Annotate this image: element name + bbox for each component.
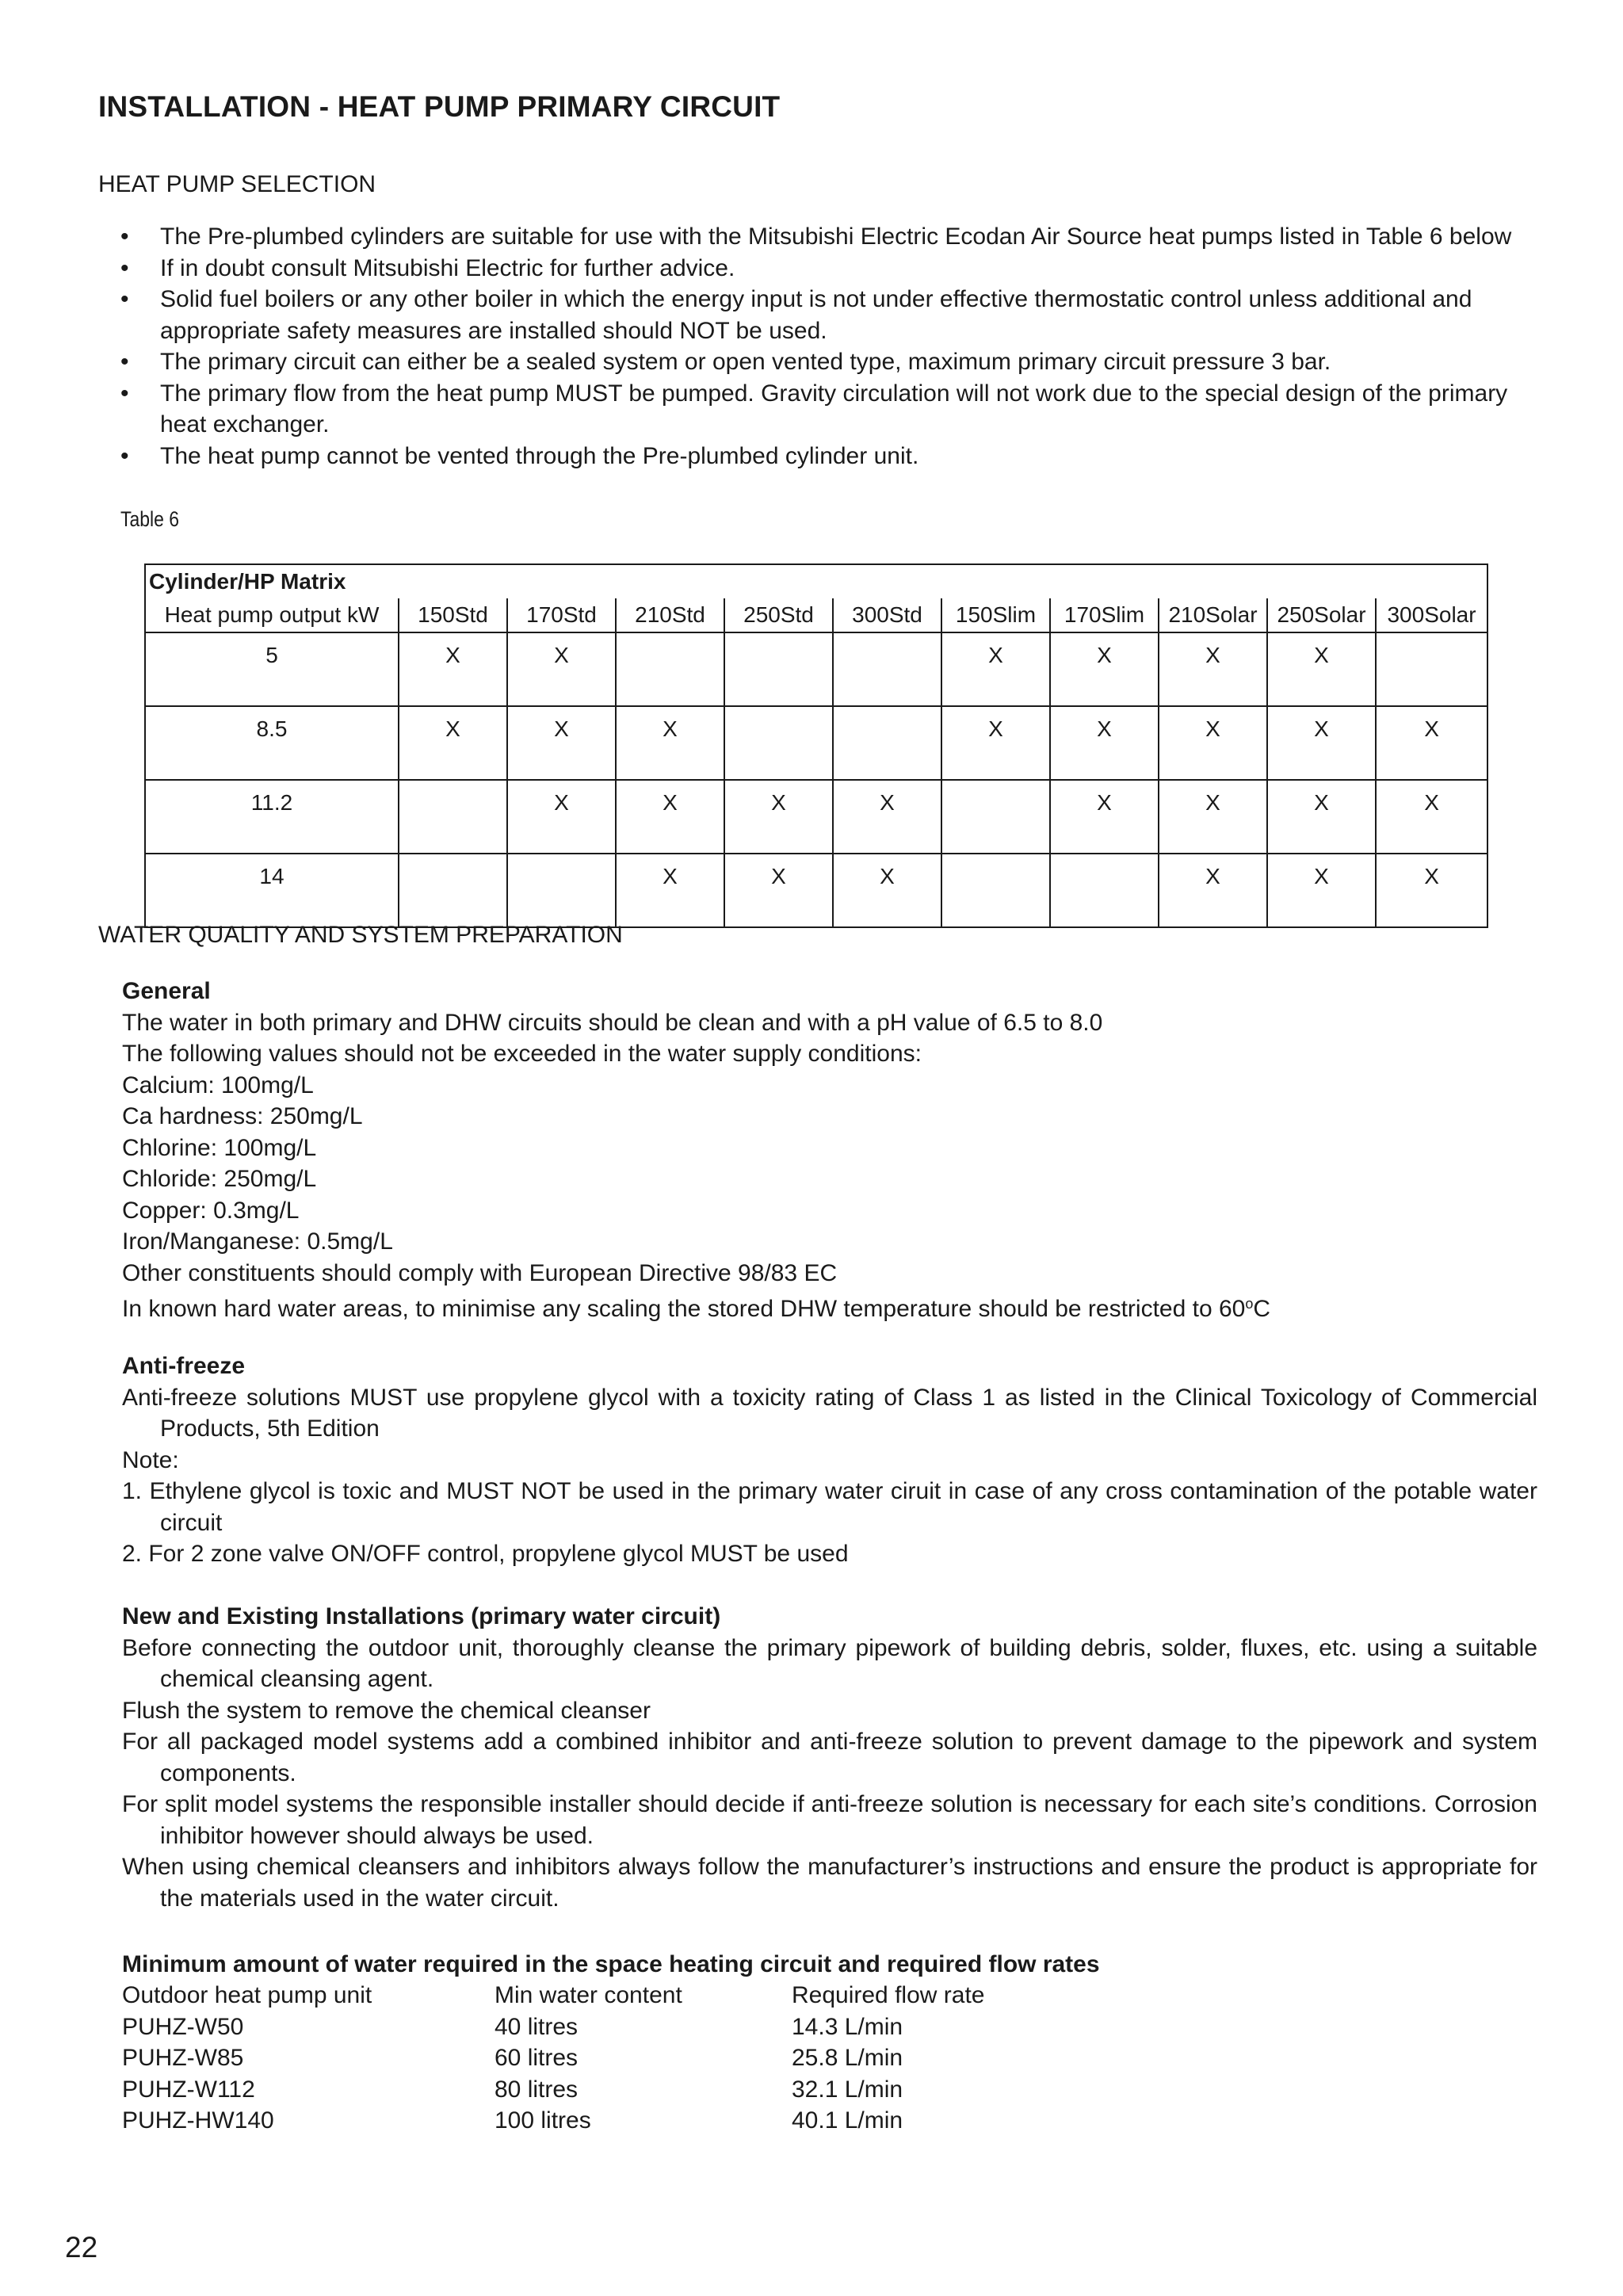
matrix-cell: X (616, 780, 724, 854)
flow-table-row (122, 2042, 984, 2074)
matrix-cell (399, 854, 507, 927)
matrix-cell: X (1267, 632, 1376, 706)
matrix-cell (616, 632, 724, 706)
matrix-cell: X (399, 632, 507, 706)
flow-cell: PUHZ-W50 (122, 2013, 244, 2040)
matrix-row (145, 854, 1487, 927)
installations-paragraph: For split model systems the responsible installer should decide if anti-freeze solution is necessary for each site’s conditions. Corrosion inhibitor however should always be used. (122, 1791, 1537, 1849)
matrix-cell: X (1267, 706, 1376, 780)
selection-bullet-list (120, 221, 1539, 472)
matrix-cell: X (833, 780, 941, 854)
flow-cell: PUHZ-HW140 (122, 2107, 274, 2134)
matrix-cell: X (941, 632, 1050, 706)
antifreeze-paragraph: Anti-freeze solutions MUST use propylene glycol with a toxicity rating of Class 1 as listed in the Clinical Toxicology of Commercial Products, 5th Edition (122, 1384, 1537, 1442)
matrix-title: Cylinder/HP Matrix (145, 564, 1487, 598)
matrix-header-cylinder: 170Slim (1050, 598, 1159, 632)
matrix-header-output: Heat pump output kW (145, 598, 399, 632)
cylinder-hp-matrix-table (144, 563, 1488, 928)
matrix-header-cylinder: 170Std (507, 598, 616, 632)
flow-cell: 100 litres (495, 2107, 591, 2134)
matrix-cell (941, 780, 1050, 854)
matrix-output-kw: 5 (145, 632, 399, 706)
matrix-cell: X (507, 780, 616, 854)
matrix-cell: X (833, 854, 941, 927)
matrix-cell: X (1050, 632, 1159, 706)
matrix-row (145, 706, 1487, 780)
matrix-cell: X (1159, 706, 1267, 780)
matrix-header-cylinder: 210Std (616, 598, 724, 632)
general-line: Calcium: 100mg/L (122, 1072, 314, 1098)
matrix-cell: X (1159, 632, 1267, 706)
matrix-header-cylinder: 300Solar (1376, 598, 1487, 632)
antifreeze-heading: Anti-freeze (122, 1353, 246, 1379)
matrix-header-cylinder: 300Std (833, 598, 941, 632)
flow-table-header (122, 1980, 984, 2011)
matrix-cell: X (1267, 854, 1376, 927)
matrix-row (145, 780, 1487, 854)
general-line: Chloride: 250mg/L (122, 1166, 317, 1192)
general-block (122, 976, 1537, 1325)
matrix-cell: X (399, 706, 507, 780)
matrix-output-kw: 14 (145, 854, 399, 927)
flow-rates-heading: Minimum amount of water required in the space heating circuit and required flow rates (122, 1951, 1100, 1977)
general-heading: General (122, 978, 211, 1004)
installations-paragraph: When using chemical cleansers and inhibitors always follow the manufacturer’s instructions and ensure the product is appropriate for the materials used in the water circuit. (122, 1854, 1537, 1912)
page-number: 22 (65, 2231, 98, 2264)
matrix-header-cylinder: 250Std (724, 598, 833, 632)
bullet-item: • Solid fuel boilers or any other boiler in which the energy input is not under effective thermostatic control unless additional and appropriate safety measures are installed should NOT be used. (120, 284, 1539, 346)
matrix-cell: X (616, 854, 724, 927)
section-heading-heat-pump-selection: HEAT PUMP SELECTION (98, 171, 376, 197)
bullet-item: • The primary circuit can either be a sealed system or open vented type, maximum primary circuit pressure 3 bar. (120, 346, 1539, 378)
flow-col-water: Min water content (495, 1982, 682, 2008)
matrix-cell: X (1050, 706, 1159, 780)
matrix-cell (507, 854, 616, 927)
antifreeze-note-label: Note: (122, 1446, 179, 1473)
general-line-temperature: In known hard water areas, to minimise any scaling the stored DHW temperature should be restricted to 60$^o$C (122, 1296, 1271, 1322)
matrix-header-cylinder: 210Solar (1159, 598, 1267, 632)
flow-col-unit: Outdoor heat pump unit (122, 1982, 372, 2008)
installations-block (122, 1601, 1537, 1914)
matrix-cell (1376, 632, 1487, 706)
installations-heading: New and Existing Installations (primary water circuit) (122, 1603, 721, 1629)
flow-cell: 32.1 L/min (792, 2076, 903, 2103)
matrix-cell: X (724, 780, 833, 854)
matrix-output-kw: 8.5 (145, 706, 399, 780)
bullet-item: • The heat pump cannot be vented through the Pre-plumbed cylinder unit. (120, 441, 1539, 472)
general-line: Iron/Manganese: 0.5mg/L (122, 1228, 393, 1255)
flow-rates-table (122, 1980, 984, 2137)
general-line: Copper: 0.3mg/L (122, 1197, 300, 1224)
page-title: INSTALLATION - HEAT PUMP PRIMARY CIRCUIT (98, 90, 781, 123)
flow-cell: 40.1 L/min (792, 2107, 903, 2134)
flow-cell: 40 litres (495, 2013, 579, 2040)
antifreeze-note-2: 2. For 2 zone valve ON/OFF control, propylene glycol MUST be used (122, 1541, 849, 1567)
matrix-cell: X (941, 706, 1050, 780)
matrix-cell: X (724, 854, 833, 927)
matrix-cell: X (507, 706, 616, 780)
bullet-item: • If in doubt consult Mitsubishi Electric for further advice. (120, 253, 1539, 285)
flow-cell: 25.8 L/min (792, 2045, 903, 2071)
flow-cell: 14.3 L/min (792, 2013, 903, 2040)
matrix-cell (833, 706, 941, 780)
table-caption: Table 6 (120, 507, 180, 531)
antifreeze-block (122, 1350, 1537, 1570)
bullet-item: • The primary flow from the heat pump MUST be pumped. Gravity circulation will not work due to the special design of the primary heat exchanger. (120, 378, 1539, 441)
matrix-cell (833, 632, 941, 706)
matrix-output-kw: 11.2 (145, 780, 399, 854)
matrix-cell: X (507, 632, 616, 706)
matrix-row (145, 632, 1487, 706)
installations-paragraph: For all packaged model systems add a combined inhibitor and anti-freeze solution to prevent damage to the pipework and system components. (122, 1729, 1537, 1786)
general-line: The following values should not be exceeded in the water supply conditions: (122, 1041, 922, 1067)
flow-table-row (122, 2074, 984, 2106)
matrix-header-row (145, 598, 1487, 632)
antifreeze-note-1: 1. Ethylene glycol is toxic and MUST NOT be used in the primary water ciruit in case of any cross contamination of the potable water circuit (122, 1478, 1537, 1536)
matrix-cell: X (616, 706, 724, 780)
general-line: Chlorine: 100mg/L (122, 1134, 317, 1161)
matrix-header-cylinder: 150Slim (941, 598, 1050, 632)
matrix-cell: X (1376, 780, 1487, 854)
matrix-cell: X (1050, 780, 1159, 854)
matrix-cell (724, 632, 833, 706)
general-line: The water in both primary and DHW circuits should be clean and with a pH value of 6.5 to 8.0 (122, 1009, 1103, 1036)
general-line: Other constituents should comply with European Directive 98/83 EC (122, 1259, 838, 1286)
matrix-cell (941, 854, 1050, 927)
matrix-header-cylinder: 150Std (399, 598, 507, 632)
flow-table-row (122, 2105, 984, 2137)
flow-cell: 60 litres (495, 2045, 579, 2071)
matrix-cell (724, 706, 833, 780)
matrix-header-cylinder: 250Solar (1267, 598, 1376, 632)
section-heading-water-quality: WATER QUALITY AND SYSTEM PREPARATION (98, 922, 623, 948)
matrix-cell: X (1376, 854, 1487, 927)
matrix-cell: X (1376, 706, 1487, 780)
flow-col-rate: Required flow rate (792, 1982, 985, 2008)
installations-paragraph: Before connecting the outdoor unit, thoroughly cleanse the primary pipework of building debris, solder, fluxes, etc. using a suitable chemical cleansing agent. (122, 1634, 1537, 1692)
matrix-cell (399, 780, 507, 854)
matrix-cell: X (1159, 854, 1267, 927)
general-line: Ca hardness: 250mg/L (122, 1103, 363, 1129)
bullet-item: • The Pre-plumbed cylinders are suitable for use with the Mitsubishi Electric Ecodan Air Source heat pumps listed in Table 6 below (120, 221, 1539, 253)
flow-cell: PUHZ-W112 (122, 2076, 255, 2103)
flow-cell: 80 litres (495, 2076, 579, 2103)
matrix-cell: X (1159, 780, 1267, 854)
flow-cell: PUHZ-W85 (122, 2045, 244, 2071)
matrix-cell (1050, 854, 1159, 927)
flow-table-row (122, 2011, 984, 2043)
matrix-cell: X (1267, 780, 1376, 854)
installations-paragraph: Flush the system to remove the chemical cleanser (122, 1697, 651, 1724)
